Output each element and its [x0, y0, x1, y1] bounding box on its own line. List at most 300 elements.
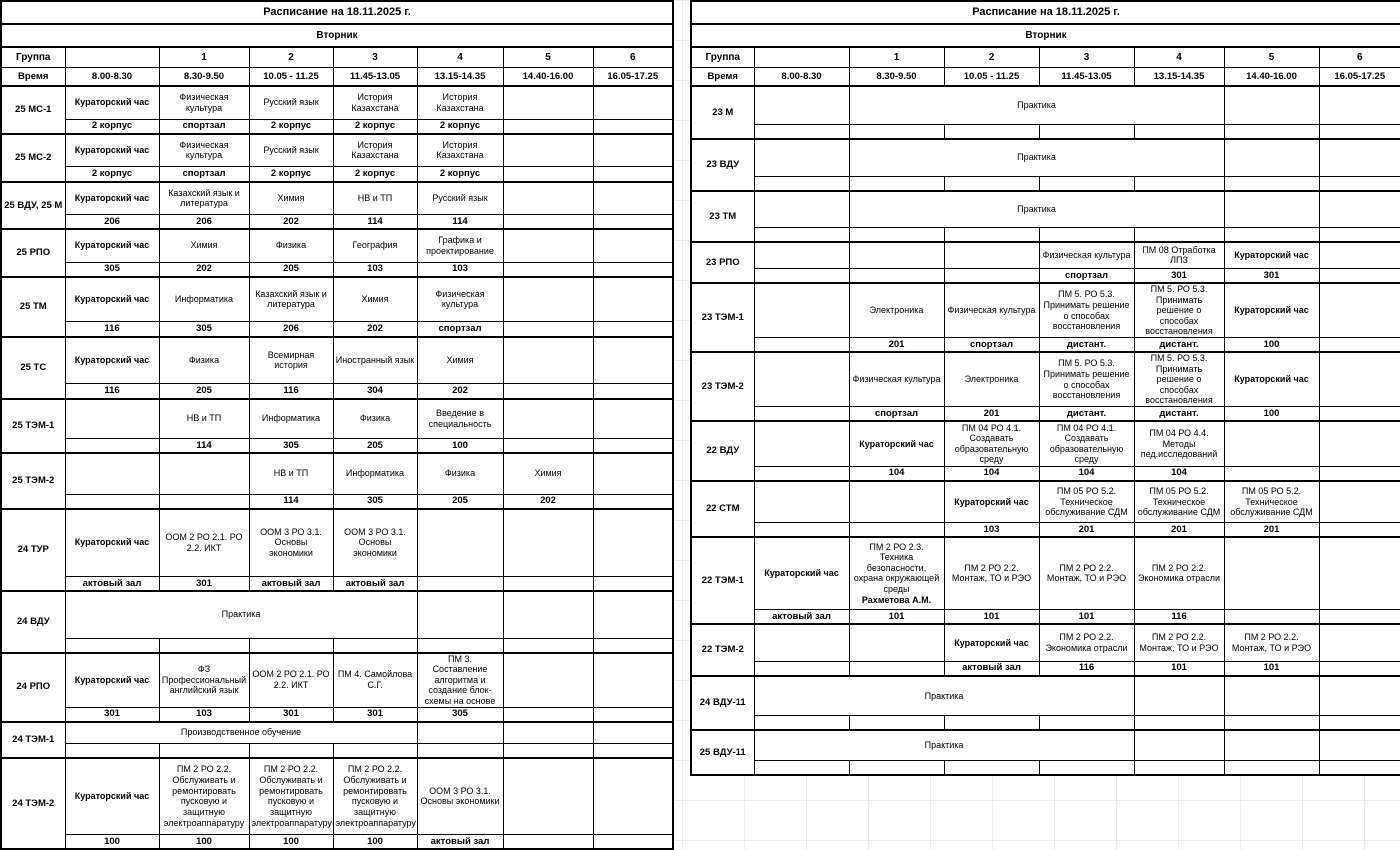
room-cell: актовый зал — [754, 609, 849, 624]
subject-text: Кураторский час — [1234, 305, 1309, 316]
subject-text: ПМ 05 РО 5.2. Техническое обслуживание СДМ — [1137, 485, 1221, 518]
time-slot: 14.40-16.00 — [1224, 68, 1319, 87]
subject-text: География — [352, 240, 398, 251]
room-cell: 100 — [1224, 338, 1319, 353]
room-cell: 103 — [159, 707, 249, 722]
empty-cell — [593, 758, 673, 834]
room-cell: 103 — [944, 523, 1039, 538]
room-cell: 114 — [159, 439, 249, 454]
empty-room-cell — [754, 466, 849, 481]
subject-text: Кураторский час — [954, 637, 1029, 648]
subject-cell — [1224, 624, 1319, 661]
subject-cell — [159, 182, 249, 215]
subject-text: ПМ 04 РО 4.1. Создавать образовательную среду — [954, 422, 1029, 465]
subject-text: ООМ 3 РО 3.1. Основы экономики — [420, 785, 500, 807]
subject-text: Химия — [277, 192, 305, 203]
room-cell: 202 — [159, 262, 249, 277]
empty-room-cell — [593, 577, 673, 592]
empty-cell — [593, 229, 673, 262]
room-cell: 100 — [333, 834, 417, 849]
day-name: Вторник — [691, 24, 1400, 47]
empty-cell — [593, 337, 673, 384]
empty-cell — [159, 453, 249, 494]
room-cell: 100 — [159, 834, 249, 849]
subject-cell — [417, 399, 503, 439]
empty-cell — [1224, 730, 1319, 760]
room-cell: 116 — [65, 322, 159, 337]
room-cell: актовый зал — [65, 577, 159, 592]
room-cell: 202 — [503, 494, 593, 509]
subject-cell — [159, 399, 249, 439]
subject-cell — [249, 337, 333, 384]
empty-cell — [417, 722, 503, 744]
subject-text: История Казахстана — [436, 139, 484, 161]
empty-room-cell — [944, 716, 1039, 731]
empty-room-cell — [1039, 760, 1134, 775]
empty-cell — [503, 277, 593, 322]
subject-cell — [849, 283, 944, 338]
room-cell: 103 — [333, 262, 417, 277]
subject-text: История Казахстана — [351, 92, 399, 113]
subject-text: ПМ 2 РО 2.3. Техника безопасности, охрана окружающей среды — [853, 541, 940, 594]
empty-room-cell — [1224, 716, 1319, 731]
subject-cell — [944, 481, 1039, 523]
empty-room-cell — [417, 577, 503, 592]
empty-room-cell — [503, 322, 593, 337]
empty-cell — [1224, 139, 1319, 177]
empty-cell — [1224, 676, 1319, 716]
empty-room-cell — [1224, 124, 1319, 139]
subject-text: Кураторский час — [859, 438, 934, 449]
day-name: Вторник — [1, 24, 673, 47]
empty-cell — [593, 509, 673, 577]
subject-cell — [1224, 283, 1319, 338]
subject-text: Кураторский час — [74, 293, 150, 304]
empty-cell — [503, 653, 593, 708]
empty-room-cell — [1319, 523, 1400, 538]
room-cell: 201 — [944, 407, 1039, 422]
empty-room-cell — [1319, 716, 1400, 731]
subject-cell — [333, 86, 417, 119]
subject-cell — [754, 537, 849, 609]
empty-room-cell — [1224, 177, 1319, 192]
empty-room-cell — [503, 707, 593, 722]
group-cell: 25 ТЭМ-1 — [1, 399, 65, 454]
group-cell: 25 ВДУ-11 — [691, 730, 754, 775]
subject-cell — [849, 421, 944, 466]
subject-cell — [333, 337, 417, 384]
subject-text: Физическая культура — [1042, 249, 1131, 260]
subject-text: ПМ 2 РО 2.2. Экономика отрасли — [1045, 632, 1128, 653]
group-cell: 23 РПО — [691, 242, 754, 284]
empty-room-cell — [503, 439, 593, 454]
subject-text: ФЗ Профессиональный английский язык — [161, 664, 247, 696]
group-cell: 25 ТС — [1, 337, 65, 399]
subject-cell — [1224, 352, 1319, 407]
subject-text: Физика — [188, 354, 220, 365]
room-cell: 103 — [417, 262, 503, 277]
room-cell: 104 — [944, 466, 1039, 481]
empty-room-cell — [593, 638, 673, 653]
subject-cell — [1224, 242, 1319, 269]
empty-room-cell — [159, 494, 249, 509]
room-cell: 101 — [944, 609, 1039, 624]
empty-room-cell — [593, 119, 673, 134]
subject-text: Физическая культура — [179, 139, 229, 161]
group-header: Группа — [691, 47, 754, 68]
subject-cell — [1134, 537, 1224, 609]
empty-cell — [417, 591, 503, 638]
practice-span-cell: Практика — [754, 730, 1134, 760]
room-cell: 114 — [249, 494, 333, 509]
time-slot: 8.30-9.50 — [849, 68, 944, 87]
subject-cell — [849, 537, 944, 609]
subject-text: ПМ 2 РО 2.2. Монтаж, ТО и РЭО — [951, 562, 1032, 584]
empty-cell — [849, 481, 944, 523]
subject-text: Казахский язык и литература — [255, 288, 327, 310]
empty-room-cell — [754, 227, 849, 242]
empty-room-cell — [754, 177, 849, 192]
room-cell: 301 — [1134, 269, 1224, 284]
subject-cell — [65, 653, 159, 708]
empty-room-cell — [1039, 227, 1134, 242]
empty-room-cell — [593, 834, 673, 849]
group-cell: 25 ТЭМ-2 — [1, 453, 65, 509]
subject-cell — [159, 277, 249, 322]
subject-cell — [159, 229, 249, 262]
subject-text: Казахский язык и литература — [168, 187, 240, 209]
empty-room-cell — [754, 124, 849, 139]
subject-text: История Казахстана — [436, 92, 484, 113]
room-cell: 100 — [65, 834, 159, 849]
group-cell: 23 ВДУ — [691, 139, 754, 192]
subject-cell — [333, 229, 417, 262]
time-slot: 16.05-17.25 — [1319, 68, 1400, 87]
group-cell: 23 М — [691, 86, 754, 139]
empty-room-cell — [593, 744, 673, 759]
subject-text: Физика — [275, 240, 307, 251]
subject-cell — [417, 337, 503, 384]
empty-room-cell — [65, 439, 159, 454]
subject-cell — [1134, 283, 1224, 338]
room-cell: 101 — [1039, 609, 1134, 624]
subject-cell — [249, 399, 333, 439]
empty-cell — [754, 191, 849, 227]
subject-cell — [249, 86, 333, 119]
room-cell: 116 — [65, 384, 159, 399]
subject-text: Физическая культура — [179, 92, 229, 113]
room-cell: 100 — [249, 834, 333, 849]
room-cell: 201 — [1134, 523, 1224, 538]
subject-text: Кураторский час — [74, 192, 150, 203]
room-cell: 305 — [65, 262, 159, 277]
subject-text: Химия — [446, 354, 474, 365]
practice-span-cell: Практика — [65, 591, 417, 638]
empty-room-cell — [1319, 338, 1400, 353]
subject-text: Химия — [361, 293, 389, 304]
empty-room-cell — [159, 744, 249, 759]
subject-text: Кураторский час — [74, 144, 150, 155]
group-cell: 22 СТМ — [691, 481, 754, 538]
schedule-title: Расписание на 18.11.2025 г. — [1, 1, 673, 24]
empty-room-cell — [849, 269, 944, 284]
empty-room-cell — [65, 494, 159, 509]
room-cell: 305 — [333, 494, 417, 509]
room-cell: дистант. — [1039, 338, 1134, 353]
time-slot: 16.05-17.25 — [593, 68, 673, 87]
empty-room-cell — [1224, 760, 1319, 775]
subject-cell — [333, 509, 417, 577]
subject-text: Кураторский час — [1234, 374, 1309, 385]
subject-text: ООМ 2 РО 2.1. РО 2.2. ИКТ — [165, 532, 243, 553]
subject-cell — [417, 229, 503, 262]
group-cell: 24 РПО — [1, 653, 65, 722]
subject-cell — [249, 229, 333, 262]
empty-room-cell — [593, 215, 673, 230]
empty-cell — [754, 283, 849, 338]
empty-cell — [754, 352, 849, 407]
room-cell: 116 — [249, 384, 333, 399]
subject-text: ООМ 3 РО 3.1. Основы экономики — [260, 526, 322, 559]
empty-cell — [754, 86, 849, 124]
empty-room-cell — [1319, 177, 1400, 192]
time-header: Время — [691, 68, 754, 87]
empty-cell — [593, 277, 673, 322]
subject-text: Физика — [444, 468, 476, 479]
subject-cell — [944, 421, 1039, 466]
empty-room-cell — [1319, 227, 1400, 242]
empty-room-cell — [1134, 716, 1224, 731]
subject-cell — [249, 134, 333, 167]
subject-text: ПМ 2 РО 2.2. Экономика отрасли — [1137, 562, 1221, 584]
subject-cell — [65, 758, 159, 834]
room-cell: дистант. — [1134, 338, 1224, 353]
room-cell: 301 — [333, 707, 417, 722]
subject-cell — [417, 758, 503, 834]
empty-room-cell — [1319, 760, 1400, 775]
room-cell: 104 — [1134, 466, 1224, 481]
room-cell: 116 — [1039, 661, 1134, 676]
room-cell: 114 — [333, 215, 417, 230]
period-number-2: 2 — [249, 47, 333, 68]
empty-room-cell — [1224, 227, 1319, 242]
empty-room-cell — [1134, 177, 1224, 192]
empty-cell — [503, 399, 593, 439]
subject-cell — [333, 653, 417, 708]
empty-cell — [503, 86, 593, 119]
subject-text: Информатика — [261, 413, 321, 424]
subject-text: Химия — [190, 240, 218, 251]
empty-header-cell — [754, 47, 849, 68]
subject-cell — [1039, 481, 1134, 523]
time-slot: 8.30-9.50 — [159, 68, 249, 87]
subject-cell — [65, 509, 159, 577]
empty-header-cell — [65, 47, 159, 68]
time-slot: 8.00-8.30 — [754, 68, 849, 87]
time-slot: 8.00-8.30 — [65, 68, 159, 87]
room-cell: 205 — [333, 439, 417, 454]
room-cell: актовый зал — [944, 661, 1039, 676]
room-cell: 206 — [249, 322, 333, 337]
empty-cell — [503, 337, 593, 384]
period-number-5: 5 — [1224, 47, 1319, 68]
subject-cell — [417, 182, 503, 215]
empty-room-cell — [1319, 407, 1400, 422]
subject-text: Иностранный язык — [335, 354, 415, 365]
empty-room-cell — [754, 661, 849, 676]
subject-text: ПМ 2 РО 2.2. Монтаж, ТО и РЭО — [1046, 562, 1127, 584]
empty-cell — [1319, 676, 1400, 716]
practice-span-cell: Практика — [849, 139, 1224, 177]
group-cell: 25 ВДУ, 25 М — [1, 182, 65, 230]
period-number-2: 2 — [944, 47, 1039, 68]
subject-text: Физическая культура — [435, 288, 485, 310]
subject-text: ПМ 5. РО 5.3. Принимать решение о способах восстановления — [1043, 358, 1130, 401]
subject-text: ПМ 2 РО 2.2. Обслуживать и ремонтировать пусковую и защитную электроаппаратуру — [335, 764, 416, 828]
empty-room-cell — [503, 215, 593, 230]
subject-cell — [1039, 283, 1134, 338]
subject-text: Информатика — [174, 293, 234, 304]
subject-text: Физическая культура — [947, 305, 1036, 316]
group-cell: 23 ТМ — [691, 191, 754, 242]
subject-cell — [65, 182, 159, 215]
subject-text: Электроника — [869, 305, 924, 316]
group-cell: 24 ТЭМ-2 — [1, 758, 65, 849]
room-cell: 2 корпус — [249, 167, 333, 182]
empty-room-cell — [849, 716, 944, 731]
room-cell: 301 — [1224, 269, 1319, 284]
empty-cell — [1224, 537, 1319, 609]
time-slot: 10.05 - 11.25 — [249, 68, 333, 87]
group-cell: 23 ТЭМ-1 — [691, 283, 754, 352]
subject-text: НВ и ТП — [186, 413, 222, 424]
room-cell: спортзал — [159, 119, 249, 134]
room-cell: 202 — [249, 215, 333, 230]
empty-cell — [1319, 139, 1400, 177]
subject-cell — [249, 182, 333, 215]
empty-cell — [754, 242, 849, 269]
room-cell: 205 — [159, 384, 249, 399]
subject-text: Кураторский час — [764, 568, 839, 579]
subject-text: ПМ 5. РО 5.3. Принимать решение о способах восстановления — [1145, 284, 1213, 337]
empty-cell — [593, 86, 673, 119]
subject-text: Физика — [359, 413, 391, 424]
subject-text: ПМ 04 РО 4.4. Методы пед.исследований — [1140, 427, 1218, 460]
empty-room-cell — [593, 167, 673, 182]
room-cell: спортзал — [159, 167, 249, 182]
empty-room-cell — [503, 744, 593, 759]
subject-cell — [1134, 624, 1224, 661]
practice-span-cell: Практика — [849, 191, 1224, 227]
subject-text: Физическая культура — [852, 374, 941, 385]
subject-cell — [65, 229, 159, 262]
room-cell: 101 — [1134, 661, 1224, 676]
room-cell: 116 — [1134, 609, 1224, 624]
subject-cell — [1134, 242, 1224, 269]
subject-cell — [159, 653, 249, 708]
empty-cell — [1319, 191, 1400, 227]
empty-cell — [1224, 421, 1319, 466]
room-cell: 205 — [417, 494, 503, 509]
subject-cell — [333, 134, 417, 167]
empty-room-cell — [849, 227, 944, 242]
subject-text: Кураторский час — [74, 537, 150, 548]
room-cell: 2 корпус — [65, 167, 159, 182]
group-cell: 24 ТЭМ-1 — [1, 722, 65, 759]
empty-cell — [1224, 191, 1319, 227]
subject-text: ПМ 4. Самойлова С.Г. — [337, 669, 413, 691]
room-cell: спортзал — [1039, 269, 1134, 284]
empty-room-cell — [944, 269, 1039, 284]
subject-cell — [333, 277, 417, 322]
empty-room-cell — [593, 494, 673, 509]
subject-cell — [159, 337, 249, 384]
empty-cell — [1134, 676, 1224, 716]
schedule-table-left — [0, 0, 674, 850]
empty-cell — [754, 139, 849, 177]
subject-cell — [159, 509, 249, 577]
room-cell: 100 — [417, 439, 503, 454]
group-cell: 24 ВДУ — [1, 591, 65, 653]
group-cell: 25 МС-1 — [1, 86, 65, 134]
empty-cell — [1224, 86, 1319, 124]
subject-text: Введение в специальность — [428, 408, 492, 429]
subject-cell — [1039, 352, 1134, 407]
room-cell: 104 — [849, 466, 944, 481]
empty-room-cell — [944, 760, 1039, 775]
subject-cell — [249, 277, 333, 322]
empty-cell — [1319, 86, 1400, 124]
room-cell: дистант. — [1134, 407, 1224, 422]
room-cell: 206 — [65, 215, 159, 230]
empty-cell — [593, 653, 673, 708]
subject-text: Химия — [534, 468, 562, 479]
empty-room-cell — [593, 707, 673, 722]
subject-text: История Казахстана — [351, 139, 399, 161]
empty-room-cell — [503, 834, 593, 849]
empty-room-cell — [503, 119, 593, 134]
empty-cell — [754, 481, 849, 523]
subject-text: ПМ 5. РО 5.3. Принимать решение о способах восстановления — [1145, 353, 1213, 406]
room-cell: актовый зал — [417, 834, 503, 849]
subject-cell — [159, 86, 249, 119]
empty-room-cell — [1319, 466, 1400, 481]
time-slot: 11.45-13.05 — [1039, 68, 1134, 87]
period-number-3: 3 — [1039, 47, 1134, 68]
empty-room-cell — [849, 760, 944, 775]
empty-cell — [1319, 624, 1400, 661]
empty-room-cell — [1039, 124, 1134, 139]
empty-room-cell — [1039, 716, 1134, 731]
empty-cell — [1319, 537, 1400, 609]
subject-cell — [1039, 624, 1134, 661]
empty-room-cell — [754, 407, 849, 422]
room-cell: 304 — [333, 384, 417, 399]
empty-room-cell — [159, 638, 249, 653]
time-slot: 13.15-14.35 — [417, 68, 503, 87]
subject-text: ПМ 5. РО 5.3. Принимать решение о способах восстановления — [1043, 289, 1130, 332]
empty-room-cell — [593, 322, 673, 337]
period-number-6: 6 — [593, 47, 673, 68]
empty-room-cell — [849, 124, 944, 139]
empty-room-cell — [65, 744, 159, 759]
subject-cell — [65, 86, 159, 119]
empty-room-cell — [849, 177, 944, 192]
group-cell: 23 ТЭМ-2 — [691, 352, 754, 421]
empty-room-cell — [1224, 466, 1319, 481]
empty-cell — [1134, 730, 1224, 760]
empty-room-cell — [503, 384, 593, 399]
